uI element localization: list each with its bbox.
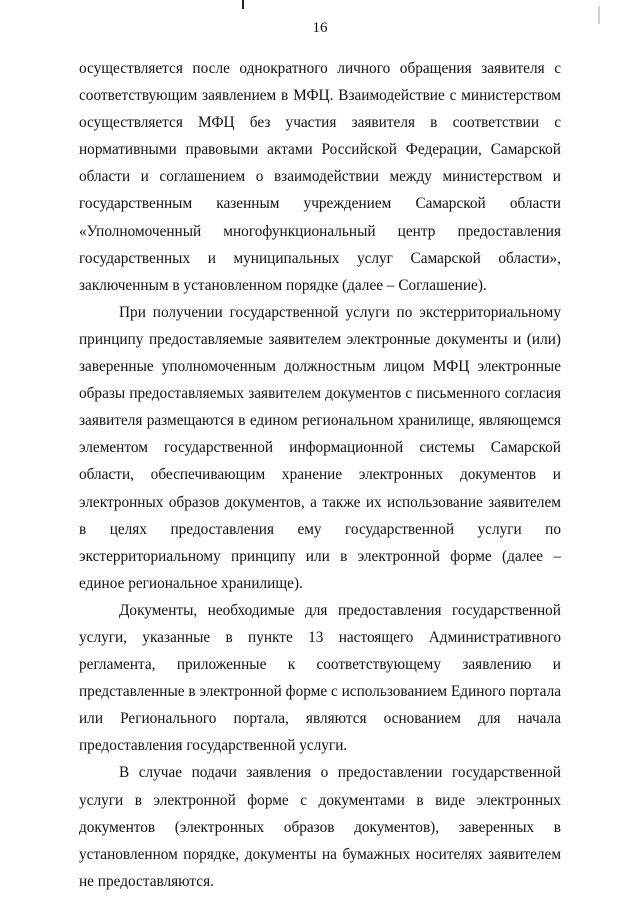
scan-artifact-mark bbox=[242, 0, 244, 9]
paragraph-required-documents: Документы, необходимые для предоставления государственной услуги, указанные в пункте 13 настоящего Административного регламента, приложенные к соответствующему заявлению и представленные в электронной форме с использованием Единого портала или Регионального портала, являются основанием для начала предоставления государственной услуги. bbox=[79, 601, 561, 755]
document-body bbox=[79, 55, 561, 895]
paragraph-exterritorial: При получении государственной услуги по экстерриториальному принципу предоставляемые заявителем электронные документы и (или) заверенные уполномоченным должностным лицом МФЦ электронные образы предоставляемых заявителем документов с письменного согласия заявителя размещаются в едином региональном хранилище, являющемся элементом государственной информационной системы Самарской области, обеспечивающим хранение электронных документов и электронных образов документов, а также их использование заявителем в целях предоставления ему государственной услуги по экстерриториальному принципу или в электронной форме (далее – единое региональное хранилище). bbox=[79, 303, 561, 592]
page-number: 16 bbox=[312, 20, 328, 36]
paragraph-continuation: осуществляется после однократного личного обращения заявителя с соответствующим заявлением в МФЦ. Взаимодействие с министерством осуществляется МФЦ без участия заявителя в соответствии с нормативными правовыми актами Российской Федерации, Самарской области и соглашением о взаимодействии между министерством и государственным казенным учреждением Самарской области «Уполномоченный многофункциональный центр предоставления государственных и муниципальных услуг Самарской области», заключенным в установленном порядке (далее – Соглашение). bbox=[79, 60, 561, 294]
paragraph-electronic-submission: В случае подачи заявления о предоставлении государственной услуги в электронной форме с документами в виде электронных документов (электронных образов документов), заверенных в установленном порядке, документы на бумажных носителях заявителем не предоставляются. bbox=[79, 764, 561, 890]
